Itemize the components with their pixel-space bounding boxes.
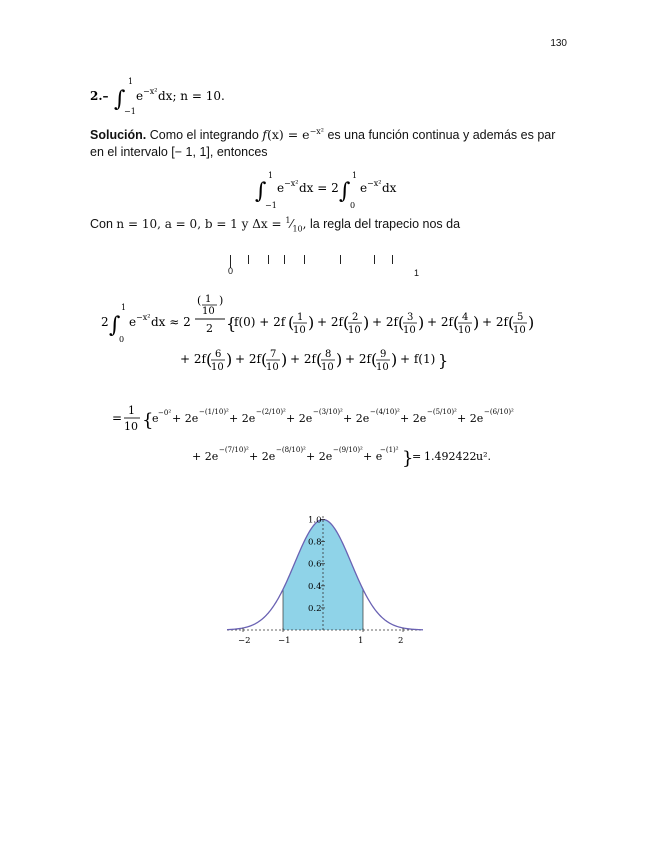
svg-text:+ e: + e [363, 450, 383, 463]
final-result: 1.492422 [424, 450, 477, 463]
y-tick-label: 0.4 [308, 581, 322, 592]
x-tick-label: −2 [238, 636, 251, 646]
svg-text:+ 2e: + 2e [400, 412, 427, 425]
svg-text:+ 2e: + 2e [457, 412, 484, 425]
x-tick-label: 2 [398, 636, 404, 646]
svg-text:5: 5 [517, 312, 524, 323]
svg-text:1: 1 [268, 171, 274, 180]
partition-start-label: 0 [228, 266, 234, 276]
svg-text:10: 10 [513, 325, 526, 336]
svg-text:): ) [336, 350, 343, 369]
svg-text:+ 2f: + 2f [317, 315, 343, 329]
svg-text:}: } [402, 448, 414, 469]
svg-text:+ 2f: + 2f [290, 352, 316, 366]
problem-label: 2.– [90, 89, 109, 103]
svg-text:−x²: −x² [284, 179, 299, 188]
svg-text:{: { [142, 410, 154, 431]
svg-text:∫: ∫ [255, 179, 267, 204]
svg-text:(: ( [261, 350, 268, 369]
partition-end-label: 1 [414, 268, 420, 278]
trapezoid-equation [95, 288, 565, 378]
partition-ticks [226, 255, 426, 277]
svg-text:2: 2 [206, 322, 213, 335]
svg-text:−(3/10)²: −(3/10)² [313, 408, 343, 416]
svg-text:1: 1 [297, 312, 304, 323]
svg-text:∫: ∫ [109, 313, 121, 338]
svg-text:2: 2 [101, 315, 109, 329]
svg-text:+ 2e: + 2e [343, 412, 370, 425]
svg-text:): ) [528, 313, 535, 332]
svg-text:10: 10 [403, 325, 416, 336]
svg-text:−(5/10)²: −(5/10)² [427, 408, 457, 416]
svg-text:): ) [308, 313, 315, 332]
function-definition: f [262, 127, 267, 143]
svg-text:−x²: −x² [367, 179, 382, 188]
svg-text:e: e [360, 181, 368, 195]
svg-text:(: ( [206, 350, 213, 369]
solution-paragraph: Solución. Como el integrando $f(x) = e^{-x^2}$ es una función continua y además es par en el intervalo [− 1, 1], entonces [90, 127, 556, 160]
gaussian-area-chart [225, 508, 425, 653]
svg-text:+ 2e: + 2e [306, 450, 333, 463]
svg-text:−x²: −x² [143, 87, 158, 96]
svg-text:1: 1 [128, 404, 135, 417]
svg-text:10: 10 [293, 325, 306, 336]
svg-text:2: 2 [352, 312, 359, 323]
svg-text:e: e [129, 315, 137, 329]
svg-text:−x²: −x² [136, 313, 151, 322]
svg-text:1: 1 [205, 294, 212, 305]
svg-text:u².: u². [476, 450, 491, 463]
svg-text:{: { [226, 314, 237, 333]
solution-heading: Solución. [90, 128, 147, 143]
svg-text:−(2/10)²: −(2/10)² [256, 408, 286, 416]
svg-text:): ) [363, 313, 370, 332]
problem-statement [90, 76, 240, 119]
problem-formula [90, 76, 240, 116]
svg-text:3: 3 [407, 312, 414, 323]
svg-text:10: 10 [124, 420, 138, 433]
svg-text:+ 2e: + 2e [286, 412, 313, 425]
svg-text:=: = [112, 411, 123, 425]
svg-text:(: ( [343, 313, 350, 332]
y-tick-label: 0.8 [308, 537, 322, 548]
svg-text:−1: −1 [124, 107, 136, 116]
svg-text:): ) [418, 313, 425, 332]
svg-text:4: 4 [462, 312, 469, 323]
svg-text:+ f(1): + f(1) [400, 352, 436, 366]
svg-text:7: 7 [270, 349, 277, 360]
svg-text:+ 2f: + 2f [235, 352, 261, 366]
svg-text:−(8/10)²: −(8/10)² [276, 446, 306, 454]
svg-text:0: 0 [350, 201, 356, 210]
svg-text:−(1/10)²: −(1/10)² [199, 408, 229, 416]
svg-text:(: ( [453, 313, 460, 332]
svg-text:f(0) + 2f: f(0) + 2f [234, 315, 286, 329]
svg-text:dx = 2: dx = 2 [299, 181, 339, 195]
svg-text:10: 10 [348, 325, 361, 336]
svg-text:(: ( [197, 294, 202, 307]
svg-text:): ) [281, 350, 288, 369]
svg-text:−(1)²: −(1)² [380, 446, 399, 454]
svg-text:+ 2f: + 2f [372, 315, 398, 329]
page-number: 130 [550, 38, 567, 49]
y-tick-label: 0.2 [308, 603, 322, 614]
svg-text:(: ( [371, 350, 378, 369]
x-tick-label: −1 [278, 636, 291, 646]
svg-text:): ) [391, 350, 398, 369]
svg-text:10: 10 [202, 306, 215, 317]
svg-text:9: 9 [380, 349, 387, 360]
svg-text:0: 0 [119, 335, 125, 344]
svg-text:dx: dx [382, 181, 397, 195]
svg-text:1: 1 [128, 77, 134, 86]
svg-text:+ 2f: + 2f [180, 352, 206, 366]
svg-text:e: e [277, 181, 285, 195]
svg-text:10: 10 [458, 325, 471, 336]
svg-text:1: 1 [352, 171, 358, 180]
sum-equation [112, 398, 572, 478]
svg-text:−0²: −0² [158, 409, 172, 417]
svg-text:−(6/10)²: −(6/10)² [484, 408, 514, 416]
svg-text:+ 2f: + 2f [427, 315, 453, 329]
svg-text:e: e [152, 412, 159, 425]
svg-text:−(9/10)²: −(9/10)² [333, 446, 363, 454]
svg-text:dx ≈ 2: dx ≈ 2 [151, 315, 191, 329]
svg-text:+ 2f: + 2f [482, 315, 508, 329]
svg-text:1: 1 [121, 303, 127, 312]
svg-text:): ) [226, 350, 233, 369]
y-tick-label: 0.6 [308, 559, 322, 570]
svg-text:): ) [473, 313, 480, 332]
svg-text:10: 10 [321, 362, 334, 373]
svg-text:10: 10 [211, 362, 224, 373]
svg-text:(: ( [316, 350, 323, 369]
svg-text:+ 2e: + 2e [229, 412, 256, 425]
svg-text:−(7/10)²: −(7/10)² [219, 446, 249, 454]
svg-text:(: ( [398, 313, 405, 332]
trapezoid-intro: Con n = 10, a = 0, b = 1 y $\Delta x = ^1⁄_{10}$, la regla del trapecio nos da [90, 216, 461, 234]
symmetry-equation [255, 170, 415, 213]
integral-sign: ∫ [114, 87, 126, 112]
svg-text:−1: −1 [265, 201, 277, 210]
svg-text:−(4/10)²: −(4/10)² [370, 408, 400, 416]
svg-text:10: 10 [266, 362, 279, 373]
svg-text:+ 2e: + 2e [192, 450, 219, 463]
svg-text:8: 8 [325, 349, 332, 360]
y-tick-label: 1.0 [308, 515, 322, 526]
svg-text:dx; n = 10.: dx; n = 10. [158, 89, 225, 103]
svg-text:+ 2e: + 2e [249, 450, 276, 463]
svg-text:+ 2e: + 2e [172, 412, 199, 425]
svg-text:): ) [219, 294, 224, 307]
svg-text:=: = [412, 450, 422, 463]
svg-text:}: } [438, 351, 449, 370]
svg-text:(: ( [288, 313, 295, 332]
svg-text:∫: ∫ [339, 179, 351, 204]
svg-text:+ 2f: + 2f [345, 352, 371, 366]
svg-text:10: 10 [376, 362, 389, 373]
svg-text:(: ( [508, 313, 515, 332]
svg-text:6: 6 [215, 349, 222, 360]
problem-integrand: e [136, 89, 144, 103]
x-tick-label: 1 [358, 636, 364, 646]
